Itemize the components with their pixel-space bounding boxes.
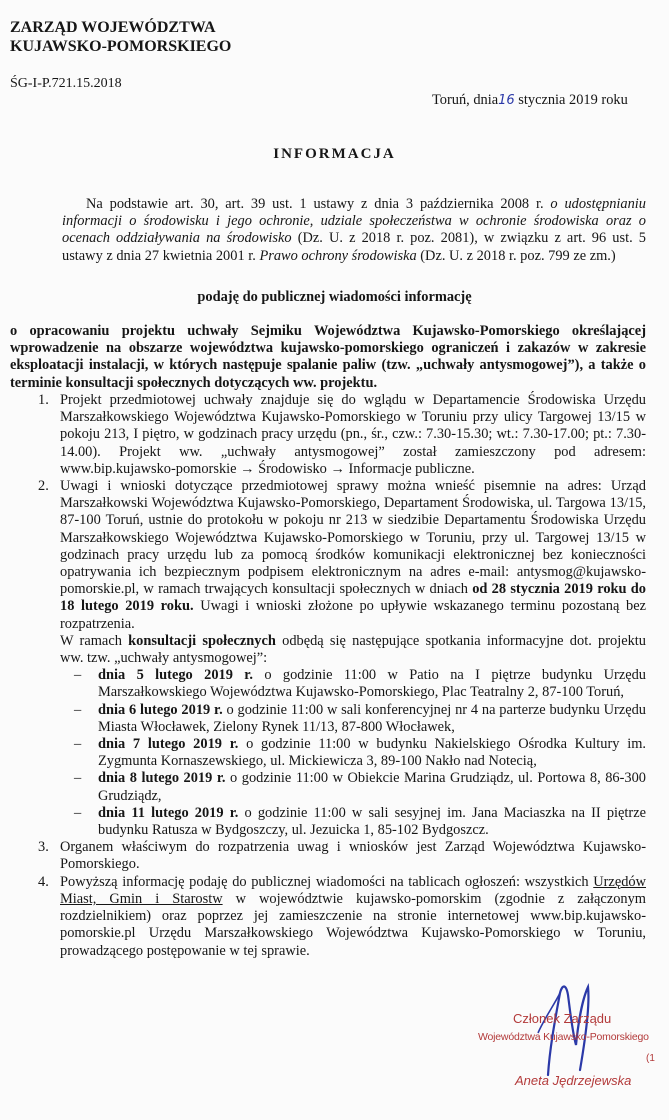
meeting-details: o godzinie 11:00 w Obiekcie Marina Grudziądz, ul. Portowa 8, 86-300 Grudziądz, — [98, 770, 646, 804]
item-number: 2. — [38, 478, 49, 495]
document-title: INFORMACJA — [273, 146, 396, 162]
meeting-details: o godzinie 11:00 w Patio na I piętrze budynku Urzędu Marszałkowskiego Województwa Kujawsko-Pomorskiego, Plac Teatralny 2, 87-100 Toruń, — [98, 667, 646, 701]
consultation-dates: od 28 stycznia 2019 roku do 18 lutego 2019 roku. — [60, 581, 646, 615]
item-text: Organem właściwym do rozpatrzenia uwag i wniosków jest Zarząd Województwa Kujawsko-Pomorskiego. — [60, 839, 646, 873]
intro-paragraph — [62, 196, 646, 265]
dash-bullet: – — [74, 736, 82, 753]
dash-bullet: – — [74, 770, 82, 787]
date-prefix: Toruń, dnia — [432, 92, 499, 108]
underlined-offices: Urzędów Miast, Gmin i Starostw — [60, 873, 646, 907]
meeting-item — [60, 702, 646, 736]
meeting-item — [60, 770, 646, 804]
item-text-part: w województwie kujawsko-pomorskim (zgodnie z załączonym rozdzielnikiem) oraz poprzez jej zamieszczenie na stronie internetowej www.bip.kujawsko-pomorskie.pl Urzędu Marszałkowskiego Województwa Kujawsko-Pomorskiego w Toruniu, prowadzącego postępowanie w tej sprawie. — [60, 890, 646, 959]
meeting-item — [60, 667, 646, 701]
list-item — [10, 839, 646, 873]
intro-text-1: Na podstawie art. 30, art. 39 ust. 1 ustawy z dnia 3 października 2008 r. — [86, 196, 551, 212]
numbered-list — [10, 392, 646, 960]
meeting-date: dnia 8 lutego 2019 r. — [98, 770, 226, 787]
item-text-part: Powyższą informację podaję do publicznej wiadomości na tablicach ogłoszeń: wszystkich — [60, 873, 594, 890]
meetings-list — [60, 667, 646, 839]
list-item — [10, 478, 646, 839]
item-text-part: W ramach — [60, 632, 129, 649]
dash-bullet: – — [74, 804, 82, 821]
item-text-part: Uwagi i wnioski złożone po upływie wskazanego terminu pozostaną bez rozpatrzenia. — [60, 598, 646, 632]
item-number: 4. — [38, 873, 49, 890]
list-item — [10, 392, 646, 478]
item-text-part: odbędą się następujące spotkania informacyjne dot. projektu ww. tzw. „uchwały antysmogowej”: — [60, 632, 646, 667]
item-text — [60, 478, 646, 633]
date-day-handwritten: 16 — [498, 93, 515, 108]
meeting-date: dnia 5 lutego 2019 r. — [98, 667, 253, 684]
item-text-bold: konsultacji społecznych — [128, 632, 276, 649]
item-text-part: Uwagi i wnioski dotyczące przedmiotowej sprawy można wnieść pisemnie na adres: Urząd Marszałkowski Województwa Kujawsko-Pomorskiego, Departament Środowiska, ul. Targowa 13/15, 87-100 Toruń, ustnie do protokołu w pokoju nr 213 w siedzibie Departamentu Środowiska Urzędu Marszałkowskiego Województwa Kujawsko-Pomorskiego w Toruniu, przy ul. Targowej 13/15 w godzinach pracy urzędu lub za pomocą środków komunikacji elektronicznej bez konieczności opatrywania ich bezpiecznym podpisem elektronicznym na adres e-mail: antysmog@kujawsko-pomorskie.pl, w ramach trwających konsultacji społecznych w dniach — [60, 478, 646, 598]
meeting-details: o godzinie 11:00 w sali konferencyjnej nr 4 na parterze budynku Urzędu Miasta Włocławek, Zielony Rynek 11/13, 87-800 Włocławek, — [98, 701, 646, 735]
date-suffix: stycznia 2019 roku — [518, 92, 628, 108]
meeting-date: dnia 11 lutego 2019 r. — [98, 804, 239, 821]
meeting-date: dnia 6 lutego 2019 r. — [98, 701, 223, 718]
reference-number: ŚG-I-P.721.15.2018 — [10, 76, 122, 91]
meeting-date: dnia 7 lutego 2019 r. — [98, 736, 239, 753]
document-date — [432, 92, 628, 109]
meeting-item — [60, 805, 646, 839]
announcement-line: podaję do publicznej wiadomości informację — [197, 289, 472, 305]
item-text — [60, 874, 646, 959]
stamp-fragment: (1 — [646, 1053, 655, 1064]
item-text: Projekt przedmiotowej uchwały znajduje się do wglądu w Departamencie Środowiska Urzędu Marszałkowskiego Województwa Kujawsko-Pomorskiego w Toruniu przy ulicy Targowej 13/15 w pokoju 213, I piętro, w godzinach pracy urzędu (pn., śr., czw.: 7.30-15.30; wt.: 7.30-17.00; pt.: 7.30-14.00). Projekt ww. „uchwały antysmogowej” został zamieszczony pod adresem: www.bip.kujawsko-pomorskie → Środowisko → Informacje publiczne. — [60, 392, 646, 477]
dash-bullet: – — [74, 667, 82, 684]
stamp-name: Aneta Jędrzejewska — [515, 1073, 632, 1088]
list-item — [10, 874, 646, 960]
item-number: 3. — [38, 839, 49, 856]
meeting-item — [60, 736, 646, 770]
meeting-details: o godzinie 11:00 w budynku Nakielskiego Ośrodka Kultury im. Zygmunta Kornaszewskiego, ul. Mickiewicza 3, 89-100 Nakło nad Notecią, — [98, 736, 646, 770]
issuer-line-2: KUJAWSKO-POMORSKIEGO — [10, 38, 232, 55]
meetings-intro — [60, 633, 646, 667]
issuer-header — [10, 18, 231, 56]
intro-text-2: (Dz. U. z 2018 r. poz. 2081), w związku z art. 96 ust. 5 ustawy z dnia 27 kwietnia 2001 r. — [62, 230, 646, 264]
intro-text-3: (Dz. U. z 2018 r. poz. 799 ze zm.) — [416, 247, 616, 264]
stamp-title: Członek Zarządu — [513, 1011, 612, 1026]
item-number: 1. — [38, 392, 49, 408]
dash-bullet: – — [74, 701, 82, 718]
subject-paragraph: o opracowaniu projektu uchwały Sejmiku Województwa Kujawsko-Pomorskiego określającej wprowadzenie na obszarze województwa kujawsko-pomorskiego ograniczeń i zakazów w zakresie eksploatacji instalacji, w których następuje spalanie paliw (tzw. „uchwały antysmogowej”), a także o terminie konsultacji społecznych dotyczących ww. projektu. — [10, 323, 646, 391]
intro-act-title-1: o udostępnianiu informacji o środowisku i jego ochronie, udziale społeczeństwa w ochronie środowiska oraz o ocenach oddziaływania na środowisko — [62, 196, 646, 247]
meeting-details: o godzinie 11:00 w sali sesyjnej im. Jana Maciaszka na II piętrze budynku Ratusza w Bydgoszczy, ul. Jezuicka 1, 85-102 Bydgoszcz. — [98, 804, 646, 839]
stamp-institution: Województwa Kujawsko-Pomorskiego — [478, 1031, 649, 1043]
issuer-line-1: ZARZĄD WOJEWÓDZTWA — [10, 19, 216, 36]
intro-act-title-2: Prawo ochrony środowiska — [259, 247, 417, 264]
